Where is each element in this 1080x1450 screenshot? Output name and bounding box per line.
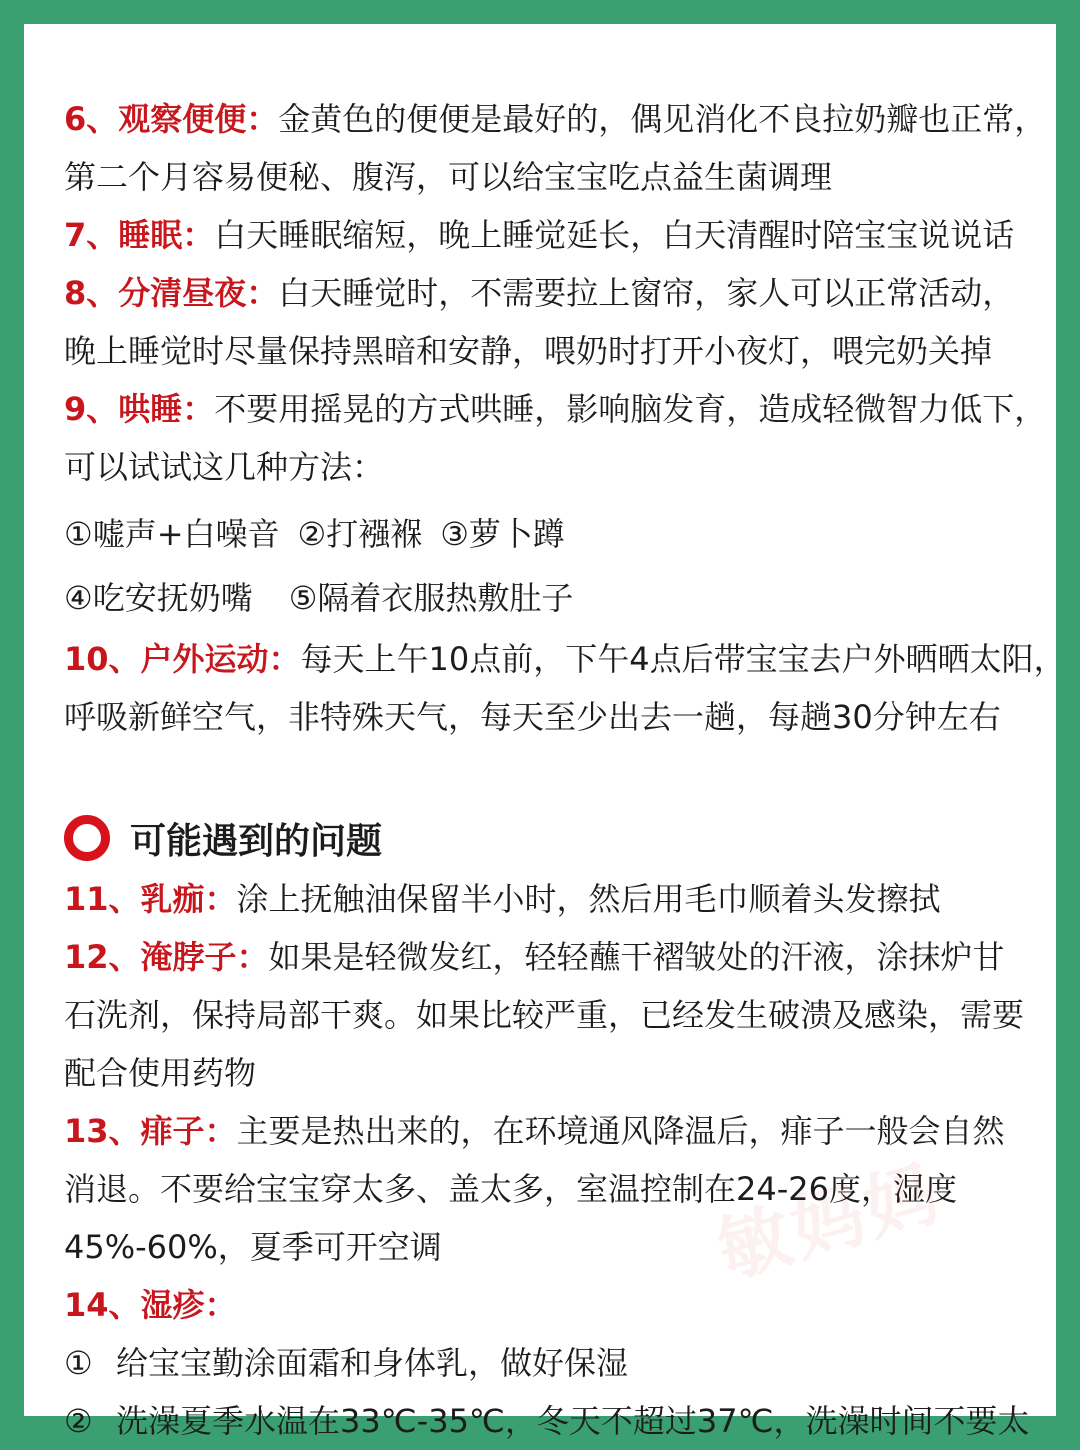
item-9-options-row-2 xyxy=(64,566,1054,630)
item-14-sub-1 xyxy=(64,1334,1054,1392)
item-6-line-2 xyxy=(64,148,1054,206)
item-13-text-3: 45%-60%，夏季可开空调 xyxy=(64,1228,442,1266)
item-9-label: 9、哄睡： xyxy=(64,390,215,428)
item-14-line-1 xyxy=(64,1276,1054,1334)
red-circle-icon xyxy=(64,815,110,861)
item-14-sub-1-text: 给宝宝勤涂面霜和身体乳，做好保湿 xyxy=(116,1344,629,1382)
item-14-sub-1-number: ① xyxy=(64,1344,93,1382)
item-9-line-2 xyxy=(64,438,1054,496)
item-9-line-1 xyxy=(64,380,1054,438)
item-9-option-1: ①嘘声+白噪音 xyxy=(64,515,280,553)
item-12-text-2: 石洗剂，保持局部干爽。如果比较严重，已经发生破溃及感染，需要 xyxy=(64,996,1025,1034)
watermark: 敏妈妈 xyxy=(708,1149,951,1294)
item-13-label: 13、痱子： xyxy=(64,1112,237,1150)
item-13-text-1: 主要是热出来的，在环境通风降温后，痱子一般会自然 xyxy=(236,1112,1005,1150)
item-12-text-1: 如果是轻微发红，轻轻蘸干褶皱处的汗液，涂抹炉甘 xyxy=(268,938,1005,976)
item-9-option-4: ④吃安抚奶嘴 xyxy=(64,579,253,617)
item-14-sub-2 xyxy=(64,1392,1054,1450)
item-10-line-2 xyxy=(64,688,1054,746)
item-6-text-2: 第二个月容易便秘、腹泻，可以给宝宝吃点益生菌调理 xyxy=(64,158,833,196)
section-header xyxy=(64,806,1054,870)
item-11-text-1: 涂上抚触油保留半小时，然后用毛巾顺着头发擦拭 xyxy=(236,880,941,918)
item-9-option-3: ③萝卜蹲 xyxy=(440,515,565,553)
item-7-label: 7、睡眠： xyxy=(64,216,215,254)
item-7-line-1 xyxy=(64,206,1054,264)
item-13-text-2: 消退。不要给宝宝穿太多、盖太多，室温控制在24-26度，湿度 xyxy=(64,1170,957,1208)
item-9-text-2: 可以试试这几种方法： xyxy=(64,448,385,486)
item-12-label: 12、淹脖子： xyxy=(64,938,269,976)
item-12-text-3: 配合使用药物 xyxy=(64,1054,257,1092)
item-8-label: 8、分清昼夜： xyxy=(64,274,279,312)
item-10-text-2: 呼吸新鲜空气，非特殊天气，每天至少出去一趟，每趟30分钟左右 xyxy=(64,698,1001,736)
item-10-text-1: 每天上午10点前，下午4点后带宝宝去户外晒晒太阳， xyxy=(300,640,1066,678)
item-7-text-1: 白天睡眠缩短，晚上睡觉延长，白天清醒时陪宝宝说说话 xyxy=(214,216,1015,254)
item-6-label: 6、观察便便： xyxy=(64,100,279,138)
item-8-line-2 xyxy=(64,322,1054,380)
item-14-label: 14、湿疹： xyxy=(64,1286,237,1324)
content-card xyxy=(24,24,1066,1440)
item-8-line-1 xyxy=(64,264,1054,322)
item-9-option-5: ⑤隔着衣服热敷肚子 xyxy=(288,579,574,617)
item-8-text-2: 晚上睡觉时尽量保持黑暗和安静，喂奶时打开小夜灯，喂完奶关掉 xyxy=(64,332,993,370)
item-12-line-2 xyxy=(64,986,1054,1044)
item-14-sub-2-number: ② xyxy=(64,1402,93,1440)
item-10-label: 10、户外运动： xyxy=(64,640,301,678)
item-12-line-3 xyxy=(64,1044,1054,1102)
item-8-text-1: 白天睡觉时，不需要拉上窗帘，家人可以正常活动， xyxy=(278,274,1015,312)
item-14-sub-2-text: 洗澡夏季水温在33℃-35℃，冬天不超过37℃，洗澡时间不要太 xyxy=(116,1402,1030,1440)
item-9-options-row-1 xyxy=(64,502,1054,566)
item-9-text-1: 不要用摇晃的方式哄睡，影响脑发育，造成轻微智力低下， xyxy=(214,390,1047,428)
item-11-line-1 xyxy=(64,870,1054,928)
item-6-line-1 xyxy=(64,90,1054,148)
section-title: 可能遇到的问题 xyxy=(130,820,383,862)
item-6-text-1: 金黄色的便便是最好的，偶见消化不良拉奶瓣也正常， xyxy=(278,100,1047,138)
item-11-label: 11、乳痂： xyxy=(64,880,237,918)
item-9-option-2: ②打襁褓 xyxy=(297,515,423,553)
item-10-line-1 xyxy=(64,630,1066,688)
item-12-line-1 xyxy=(64,928,1054,986)
